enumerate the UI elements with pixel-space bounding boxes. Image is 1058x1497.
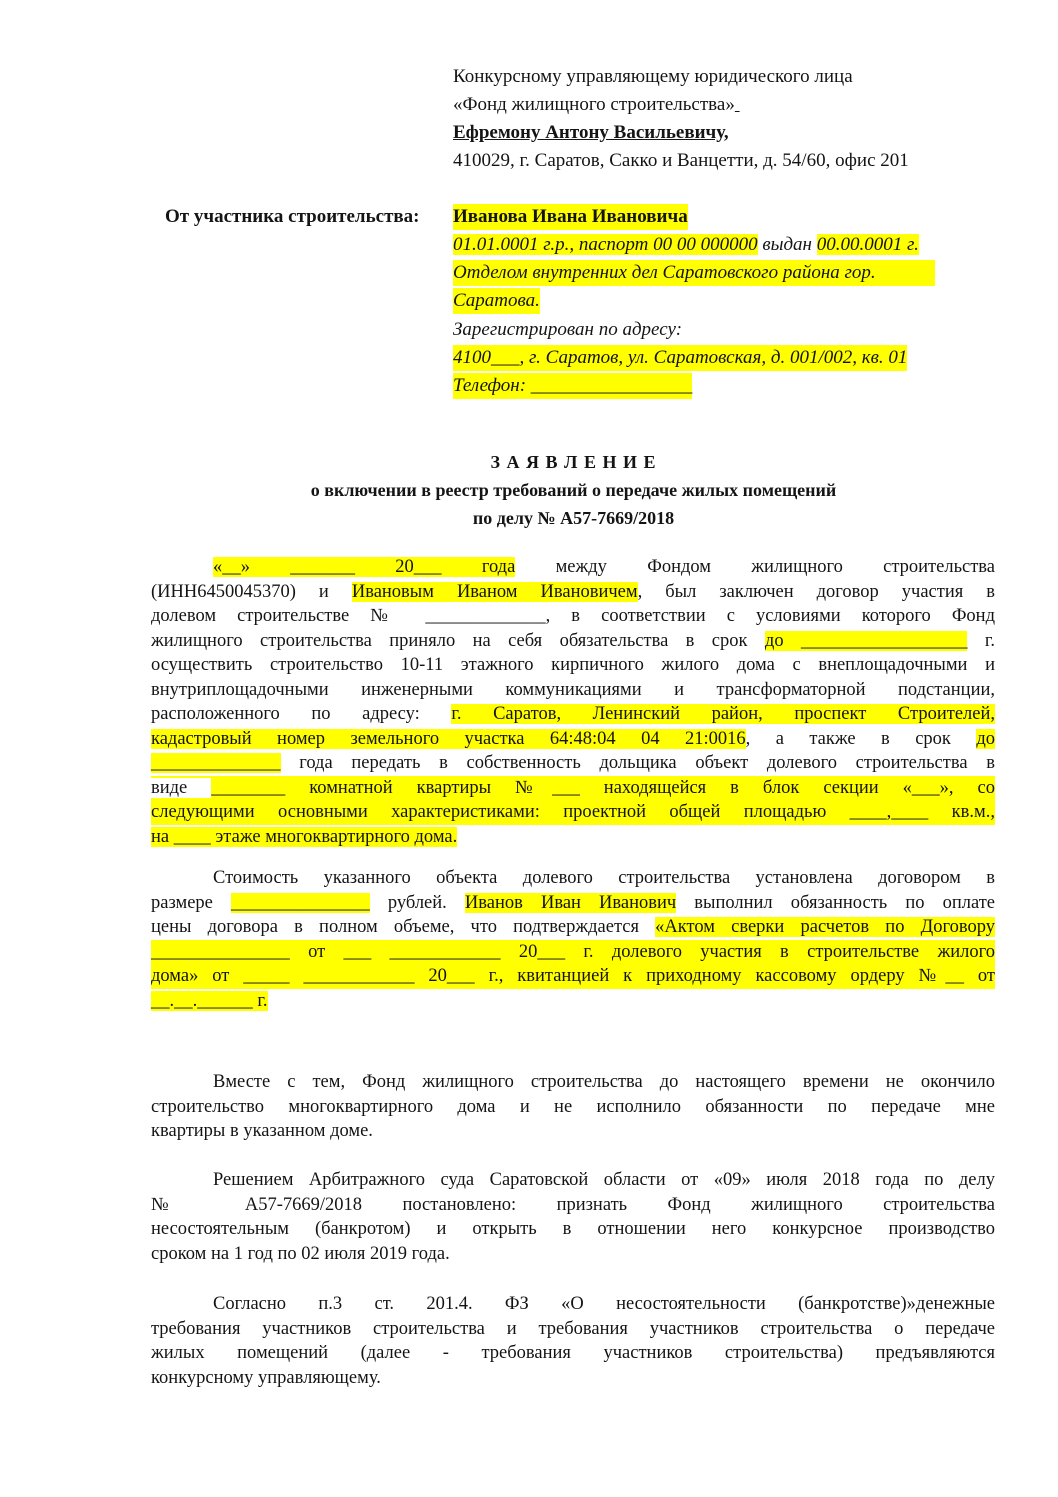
text-line: кадастровый номер земельного участка 64:48:04 04 21:0016, а также в срок до	[151, 728, 995, 749]
text-line: ______________ года передать в собственность дольщика объект долевого строительства в	[151, 753, 995, 773]
addressee-name: Ефремону Антону Васильевичу,	[453, 122, 729, 143]
text-line: следующими основными характеристиками: проектной общей площадью ____,____ кв.м.,	[151, 800, 995, 825]
text-line: Стоимость указанного объекта долевого строительства установлена договором в	[213, 868, 995, 888]
text-line: Вместе с тем, Фонд жилищного строительства до настоящего времени не окончило	[213, 1072, 995, 1092]
sender-issuer-line1: Отделом внутренних дел Саратовского района гор.	[453, 260, 935, 286]
text-line: жилых помещений (далее - требования участников строительства) предъявляются	[151, 1343, 995, 1363]
addressee-line2: «Фонд жилищного строительства»	[453, 94, 735, 115]
text-line: сроком на 1 год по 02 июля 2019 года.	[151, 1243, 450, 1264]
paragraph-contract	[151, 555, 995, 849]
text-line: долевом строительстве № _____________, в соответствии с условиями которого Фонд	[151, 606, 995, 626]
paragraph-law-reference	[151, 1292, 995, 1390]
sender-phone: Телефон: _________________	[453, 373, 692, 399]
sender-issuer-line2: Саратова.	[453, 288, 540, 314]
text-line: «__» _______ 20___ года между Фондом жилищного строительства	[213, 557, 996, 577]
text-line: осуществить строительство 10-11 этажного кирпичного жилого дома с внеплощадочными и	[151, 655, 995, 675]
text-line: расположенного по адресу: г. Саратов, Ленинский район, проспект Строителей,	[151, 704, 995, 724]
text-line: размере _______________ рублей. Иванов Иван Иванович выполнил обязанность по оплате	[151, 892, 995, 913]
text-line: внутриплощадочными инженерными коммуникациями и трансформаторной подстанции,	[151, 679, 995, 700]
paragraph-court-decision	[151, 1168, 995, 1266]
text-line: жилищного строительства приняло на себя обязательства в срок до __________________ г.	[151, 630, 995, 651]
text-line: _______________ от ___ ____________ 20___ г. долевого участия в строительстве жилого	[151, 940, 995, 965]
addressee-line1: Конкурсному управляющему юридического лица	[453, 66, 853, 87]
text-line: виде ________ комнатной квартиры №___ находящейся в блок секции «___», со	[151, 776, 995, 801]
sender-name: Иванова Ивана Ивановича	[453, 204, 688, 230]
paragraph-failure	[151, 1070, 995, 1144]
text-line: (ИНН6450045370) и Ивановым Иваном Ивановичем, был заключен договор участия в	[151, 581, 996, 602]
text-line: несостоятельным (банкротом) и открыть в отношении него конкурсное производство	[151, 1219, 995, 1239]
text-line: на ____ этаже многоквартирного дома.	[151, 826, 458, 847]
sender-label: От участника строительства:	[165, 206, 420, 227]
document-title: З А Я В Л Е Н И Е	[490, 452, 657, 472]
text-line: __.__.______ г.	[151, 990, 268, 1011]
case-number: по делу № А57-7669/2018	[472, 508, 675, 528]
text-line: цены договора в полном объеме, что подтверждается «Актом сверки расчетов по Договору	[151, 917, 995, 937]
text-line: № А57-7669/2018 постановлено: признать Фонд жилищного строительства	[151, 1194, 995, 1215]
text-line: дома» от _____ ____________ 20___ г., квитанцией к приходному кассовому ордеру №__ от	[151, 964, 995, 989]
sender-reg-address: 4100___, г. Саратов, ул. Саратовская, д. 001/002, кв. 01	[453, 345, 907, 371]
text-line: Решением Арбитражного суда Саратовской области от «09» июля 2018 года по делу	[213, 1170, 995, 1190]
text-line: конкурсному управляющему.	[151, 1367, 381, 1388]
text-line: квартиры в указанном доме.	[151, 1121, 373, 1141]
text-line: Согласно п.3 ст. 201.4. ФЗ «О несостоятельности (банкротстве)»денежные	[213, 1294, 995, 1314]
document-subtitle: о включении в реестр требований о передаче жилых помещений	[310, 480, 837, 500]
paragraph-payment	[151, 866, 995, 1013]
addressee-address: 410029, г. Саратов, Сакко и Ванцетти, д. 54/60, офис 201	[453, 150, 909, 171]
sender-reg-label: Зарегистрирован по адресу:	[453, 319, 683, 340]
sender-passport: 01.01.0001 г.р., паспорт 00 00 000000 выдан 00.00.0001 г.	[453, 234, 919, 255]
text-line: строительство многоквартирного дома и не исполнило обязанности по передаче мне	[151, 1096, 995, 1117]
text-line: требования участников строительства и требования участников строительства о передаче	[151, 1318, 995, 1339]
